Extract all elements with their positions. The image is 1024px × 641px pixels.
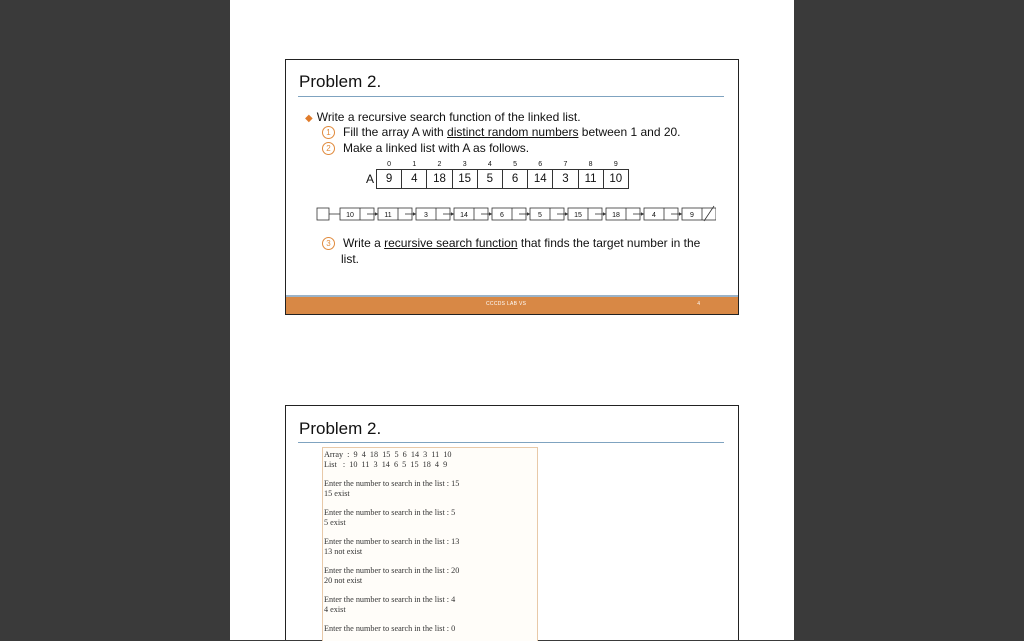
- arrowhead-icon: [527, 212, 530, 216]
- console-gap: [324, 556, 537, 566]
- array-table: [376, 159, 629, 189]
- slide-console-output: [285, 405, 739, 640]
- console-gap: [324, 527, 537, 537]
- arrowhead-icon: [489, 212, 492, 216]
- console-queries: [324, 469, 537, 633]
- array-index: 9: [613, 160, 618, 168]
- linked-list-diagram: [316, 204, 716, 226]
- console-prompt-line: Enter the number to search in the list : 5: [324, 507, 456, 517]
- console-output: [322, 447, 538, 641]
- title-underline: [298, 442, 724, 443]
- slide-footer: [286, 295, 738, 314]
- array-index: 7: [563, 160, 568, 168]
- list-node-value: 14: [460, 212, 468, 219]
- list-node: [682, 208, 716, 220]
- console-prompt-line: Enter the number to search in the list : 0: [324, 623, 456, 633]
- array-index: 1: [412, 160, 417, 168]
- step-3: 3 Write a recursive search function that finds the target number in the: [322, 236, 700, 250]
- console-result-line: 5 exist: [324, 517, 346, 527]
- console-result-line: 4 exist: [324, 604, 346, 614]
- array-index: 2: [437, 160, 442, 168]
- console-prompt-line: Enter the number to search in the list : 20: [324, 565, 460, 575]
- console-list-line: List : 10 11 3 14 6 5 15 18 4 9: [324, 459, 448, 469]
- footer-page-number: 4: [697, 301, 700, 307]
- array-cell: 14: [528, 170, 553, 189]
- list-node-value: 15: [574, 212, 582, 219]
- array-cell: 18: [427, 170, 452, 189]
- array-cell: 5: [477, 170, 502, 189]
- slide-problem-description: [285, 59, 739, 315]
- list-node-value: 18: [612, 212, 620, 219]
- arrowhead-icon: [679, 212, 682, 216]
- list-node-value: 5: [538, 212, 542, 219]
- console-array-line: Array : 9 4 18 15 5 6 14 3 11 10: [324, 450, 452, 459]
- circled-number-icon: 3: [322, 237, 335, 250]
- console-prompt-line: Enter the number to search in the list : 15: [324, 478, 460, 488]
- array-index: 4: [487, 160, 492, 168]
- array-value-row: [377, 170, 629, 189]
- list-node-value: 4: [652, 212, 656, 219]
- console-gap: [324, 498, 537, 508]
- circled-number-icon: 2: [322, 142, 335, 155]
- slide-title: Problem 2.: [299, 72, 382, 91]
- title-underline: [298, 96, 724, 97]
- list-node-value: 10: [346, 212, 354, 219]
- console-gap: [324, 585, 537, 595]
- step-3-continued: list.: [341, 252, 359, 266]
- arrowhead-icon: [603, 212, 606, 216]
- array-index: 3: [462, 160, 467, 168]
- array-cell: 3: [553, 170, 578, 189]
- array-index: 6: [538, 160, 543, 168]
- array-cell: 4: [402, 170, 427, 189]
- arrowhead-icon: [451, 212, 454, 216]
- head-pointer-box: [317, 208, 329, 220]
- array-label: A: [366, 172, 375, 186]
- step-1: 1 Fill the array A with distinct random numbers between 1 and 20.: [322, 125, 681, 139]
- footer-text: CCCDS LAB VS: [486, 301, 527, 307]
- arrowhead-icon: [375, 212, 378, 216]
- console-result-line: 15 exist: [324, 488, 350, 498]
- console-gap: [324, 469, 537, 479]
- slide-title: Problem 2.: [299, 419, 382, 438]
- array-cell: 15: [452, 170, 477, 189]
- list-node-value: 3: [424, 212, 428, 219]
- diamond-bullet-icon: ◆: [305, 113, 313, 124]
- list-node-value: 11: [384, 212, 392, 219]
- console-result-line: 20 not exist: [324, 575, 363, 585]
- array-index: 8: [588, 160, 593, 168]
- array-index-row: [377, 159, 629, 170]
- array-cell: 10: [603, 170, 628, 189]
- array-cell: 6: [502, 170, 527, 189]
- list-node-value: 9: [690, 212, 694, 219]
- array-cell: 11: [578, 170, 603, 189]
- arrowhead-icon: [413, 212, 416, 216]
- step-2: 2 Make a linked list with A as follows.: [322, 141, 529, 155]
- arrowhead-icon: [565, 212, 568, 216]
- console-gap: [324, 614, 537, 624]
- array-cell: 9: [377, 170, 402, 189]
- array-index: 5: [513, 160, 517, 168]
- list-node-value: 6: [500, 212, 504, 219]
- arrowhead-icon: [641, 212, 644, 216]
- bullet-main: ◆ Write a recursive search function of the linked list.: [305, 110, 581, 124]
- console-result-line: 13 not exist: [324, 546, 363, 556]
- array-index: 0: [387, 160, 392, 168]
- console-prompt-line: Enter the number to search in the list : 4: [324, 594, 456, 604]
- console-prompt-line: Enter the number to search in the list : 13: [324, 536, 460, 546]
- circled-number-icon: 1: [322, 126, 335, 139]
